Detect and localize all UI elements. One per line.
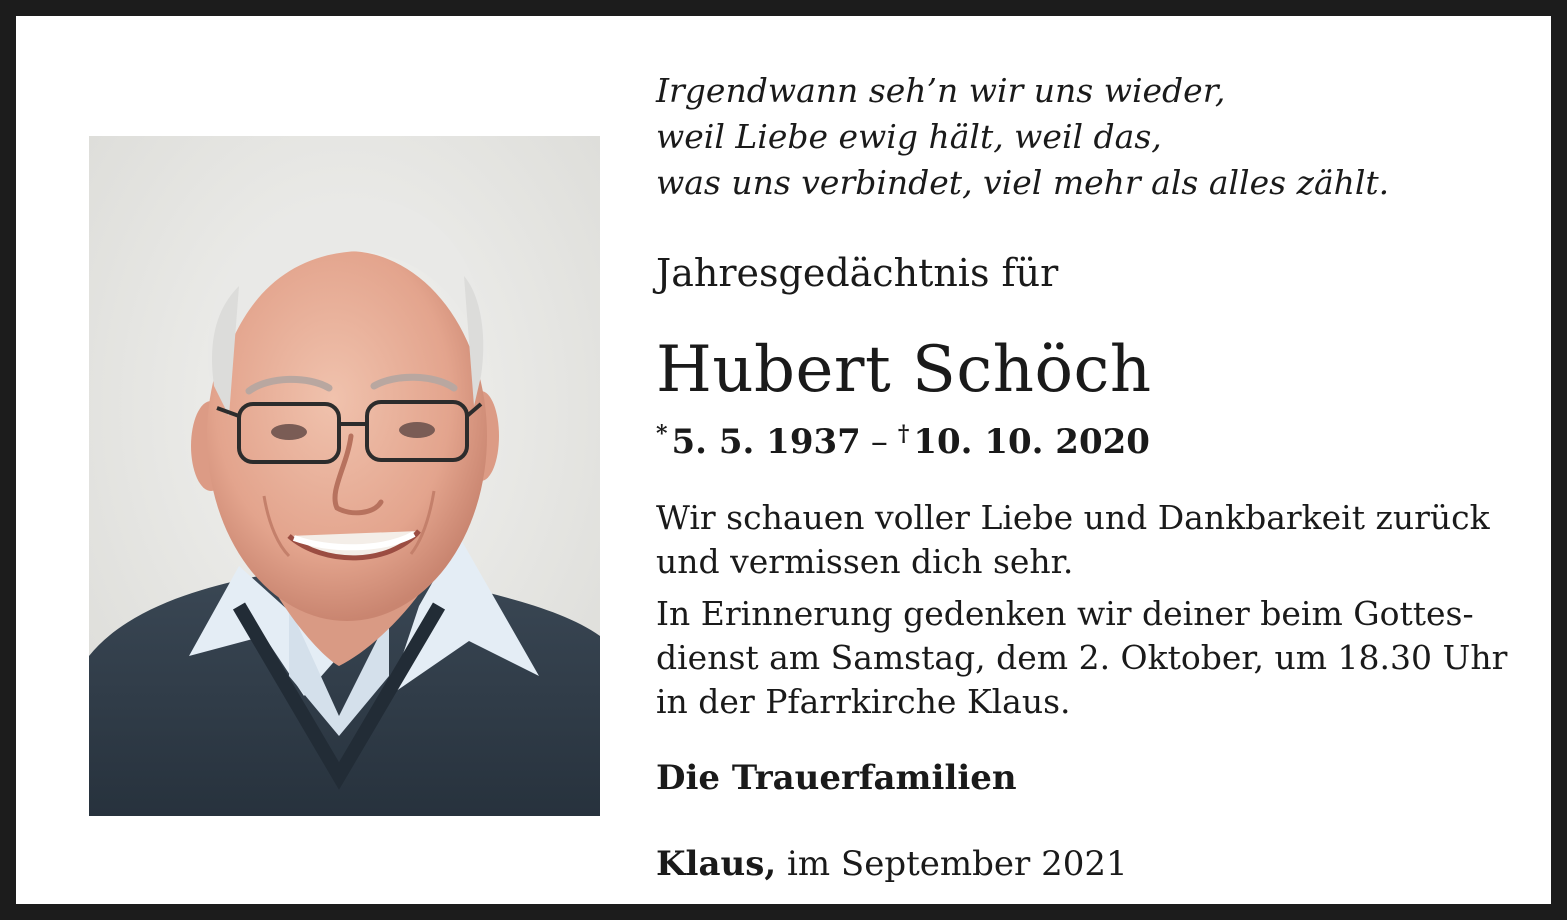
place-and-date bbox=[656, 842, 1128, 886]
paragraph-line: In Erinnerung gedenken wir deiner beim Gottes- bbox=[656, 594, 1474, 633]
death-date: 10. 10. 2020 bbox=[913, 422, 1150, 462]
paragraph-line: in der Pfarrkirche Klaus. bbox=[656, 682, 1071, 721]
poem bbox=[656, 68, 1536, 206]
place-date: im September 2021 bbox=[776, 844, 1128, 884]
paragraph-line: dienst am Samstag, dem 2. Oktober, um 18.30 Uhr bbox=[656, 638, 1508, 677]
poem-block bbox=[656, 68, 1536, 206]
signature-family: Die Trauerfamilien bbox=[656, 758, 1017, 798]
memorial-intro: Jahresgedächtnis für bbox=[656, 251, 1059, 295]
poem-line: was uns verbindet, viel mehr als alles zählt. bbox=[656, 163, 1390, 202]
poem-line: Irgendwann seh’n wir uns wieder, bbox=[656, 71, 1226, 110]
poem-line: weil Liebe ewig hält, weil das, bbox=[656, 117, 1162, 156]
portrait-illustration bbox=[89, 136, 600, 816]
death-symbol: † bbox=[897, 421, 910, 447]
birth-symbol: * bbox=[656, 421, 668, 447]
service-paragraph bbox=[656, 592, 1536, 724]
place-town: Klaus, bbox=[656, 844, 777, 884]
birth-date: 5. 5. 1937 bbox=[671, 422, 861, 462]
deceased-name: Hubert Schöch bbox=[656, 333, 1152, 407]
gratitude-paragraph bbox=[656, 496, 1536, 584]
paragraph-line: Wir schauen voller Liebe und Dankbarkeit zurück bbox=[656, 498, 1490, 537]
portrait-photo bbox=[89, 136, 600, 816]
life-dates bbox=[656, 414, 1150, 462]
date-separator: – bbox=[870, 422, 888, 462]
paragraph-line: und vermissen dich sehr. bbox=[656, 542, 1074, 581]
